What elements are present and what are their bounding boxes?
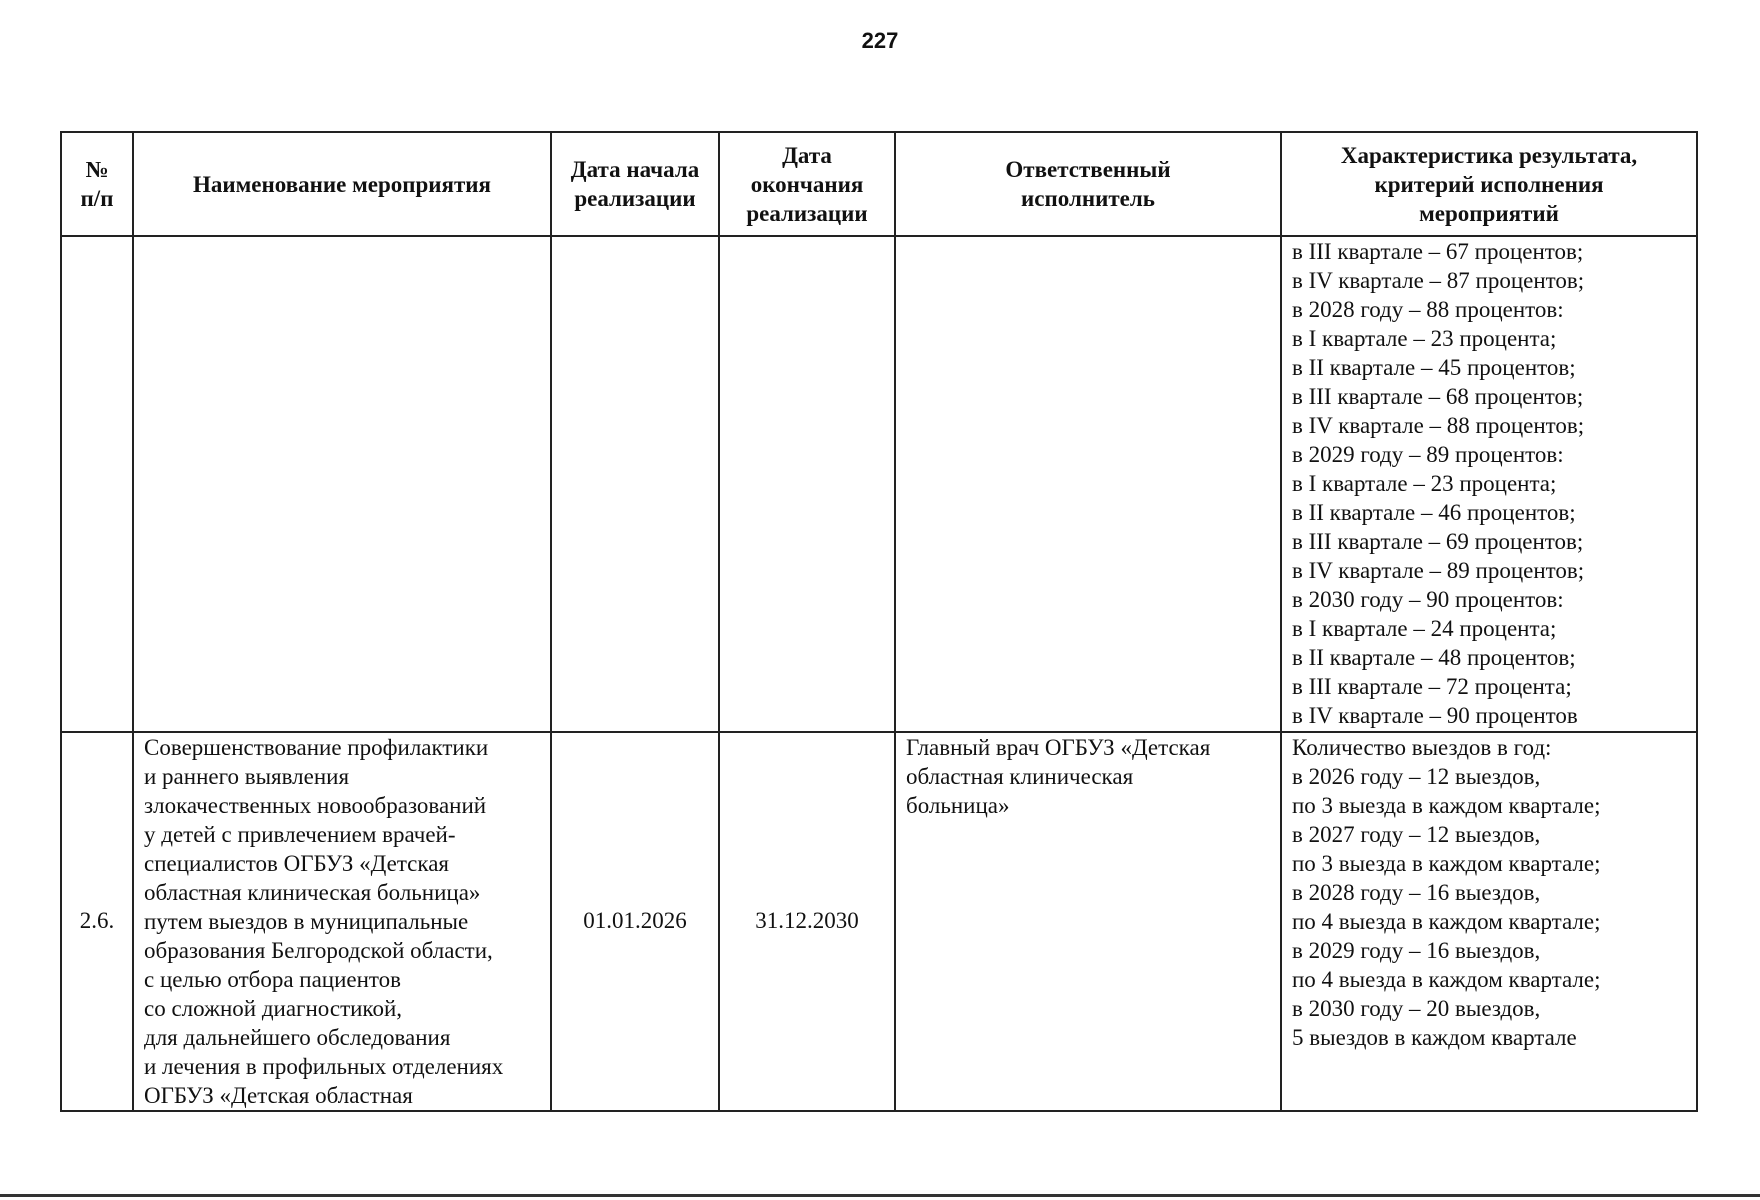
- item-name-line: злокачественных новообразований: [144, 792, 487, 818]
- header-result: [1281, 132, 1697, 236]
- cell-result: [1281, 732, 1697, 1111]
- result-lines: [1282, 733, 1696, 1052]
- cell-responsible: [895, 732, 1281, 1111]
- end-date: 31.12.2030: [755, 908, 859, 934]
- item-name-line: и лечения в профильных отделениях: [144, 1053, 504, 1079]
- table-header-row: [61, 132, 1697, 236]
- result-line: по 4 выезда в каждом квартале;: [1292, 966, 1601, 992]
- header-line: Дата: [782, 142, 832, 168]
- item-name-line: путем выездов в муниципальные: [144, 908, 469, 934]
- result-line: в II квартале – 45 процентов;: [1292, 355, 1576, 380]
- header-line: реализации: [574, 186, 696, 211]
- responsible-lines: [896, 733, 1280, 820]
- cell-item-name: [133, 732, 551, 1111]
- header-responsible: [895, 132, 1281, 236]
- item-name-line: образования Белгородской области,: [144, 937, 493, 963]
- header-line: Наименование мероприятия: [193, 171, 491, 197]
- result-line: в 2029 году – 89 процентов:: [1292, 442, 1564, 467]
- cell-start-date: [551, 732, 719, 1111]
- header-line: Дата начала: [570, 157, 700, 182]
- header-line: Ответственный: [1005, 157, 1171, 182]
- item-number: 2.6.: [79, 908, 115, 934]
- result-line: в II квартале – 46 процентов;: [1292, 500, 1576, 525]
- cell-end-date: [719, 732, 895, 1111]
- result-line: в IV квартале – 87 процентов;: [1292, 268, 1585, 293]
- header-line: п/п: [80, 186, 114, 211]
- cell-empty: [551, 236, 719, 732]
- item-name-line: и раннего выявления: [144, 763, 350, 789]
- result-line: 5 выездов в каждом квартале: [1292, 1024, 1577, 1050]
- header-line: реализации: [746, 200, 868, 226]
- header-number: [61, 132, 133, 236]
- item-name-lines: [134, 733, 550, 1110]
- cell-result-continuation: [1281, 236, 1697, 732]
- result-line: по 4 выезда в каждом квартале;: [1292, 908, 1601, 934]
- result-line: в III квартале – 69 процентов;: [1292, 529, 1584, 554]
- result-line: в I квартале – 24 процента;: [1292, 616, 1557, 641]
- header-line: Характеристика результата,: [1340, 142, 1638, 168]
- result-line: в 2028 году – 16 выездов,: [1292, 879, 1541, 905]
- header-start-date: [551, 132, 719, 236]
- measures-table: [60, 131, 1698, 1112]
- cell-empty: [133, 236, 551, 732]
- page-number: 227: [861, 28, 899, 53]
- result-line: в IV квартале – 90 процентов: [1292, 703, 1578, 728]
- result-line: в IV квартале – 88 процентов;: [1292, 413, 1585, 438]
- cell-empty: [895, 236, 1281, 732]
- header-line: исполнитель: [1021, 186, 1155, 211]
- result-line: в 2027 году – 12 выездов,: [1292, 821, 1541, 847]
- item-name-line: с целью отбора пациентов: [144, 966, 402, 992]
- result-line: в 2029 году – 16 выездов,: [1292, 937, 1541, 963]
- result-line: в IV квартале – 89 процентов;: [1292, 558, 1585, 583]
- result-line: в III квартале – 67 процентов;: [1292, 239, 1584, 264]
- item-name-line: для дальнейшего обследования: [144, 1024, 451, 1050]
- header-line: №: [85, 157, 109, 182]
- header-line: критерий исполнения: [1374, 171, 1604, 197]
- result-line: Количество выездов в год:: [1292, 734, 1552, 760]
- responsible-line: областная клиническая: [906, 763, 1134, 789]
- table-row-continuation: [61, 236, 1697, 732]
- result-line: в III квартале – 72 процента;: [1292, 674, 1572, 699]
- result-line: в 2030 году – 20 выездов,: [1292, 995, 1541, 1021]
- item-name-line: у детей с привлечением врачей-: [144, 821, 456, 847]
- cell-empty: [719, 236, 895, 732]
- item-name-line: областная клиническая больница»: [144, 879, 481, 905]
- item-name-line: со сложной диагностикой,: [144, 995, 402, 1021]
- item-name-line: Совершенствование профилактики: [144, 734, 489, 760]
- result-line: в 2030 году – 90 процентов:: [1292, 587, 1564, 612]
- result-line: в I квартале – 23 процента;: [1292, 471, 1557, 496]
- responsible-line: больница»: [906, 792, 1010, 818]
- cell-empty: [61, 236, 133, 732]
- responsible-line: Главный врач ОГБУЗ «Детская: [906, 734, 1211, 760]
- header-name: [133, 132, 551, 236]
- header-end-date: [719, 132, 895, 236]
- table-row-item: [61, 732, 1697, 1111]
- result-lines: [1282, 237, 1696, 730]
- result-line: в III квартале – 68 процентов;: [1292, 384, 1584, 409]
- item-name-line: ОГБУЗ «Детская областная: [144, 1082, 413, 1108]
- item-name-line: специалистов ОГБУЗ «Детская: [144, 850, 449, 876]
- start-date: 01.01.2026: [583, 908, 687, 934]
- result-line: в II квартале – 48 процентов;: [1292, 645, 1576, 670]
- result-line: по 3 выезда в каждом квартале;: [1292, 850, 1601, 876]
- result-line: в 2026 году – 12 выездов,: [1292, 763, 1541, 789]
- header-line: мероприятий: [1419, 200, 1559, 226]
- result-line: в I квартале – 23 процента;: [1292, 326, 1557, 351]
- result-line: в 2028 году – 88 процентов:: [1292, 297, 1564, 322]
- page-bottom-rule: [0, 1194, 1760, 1197]
- header-line: окончания: [750, 171, 864, 197]
- result-line: по 3 выезда в каждом квартале;: [1292, 792, 1601, 818]
- cell-item-number: [61, 732, 133, 1111]
